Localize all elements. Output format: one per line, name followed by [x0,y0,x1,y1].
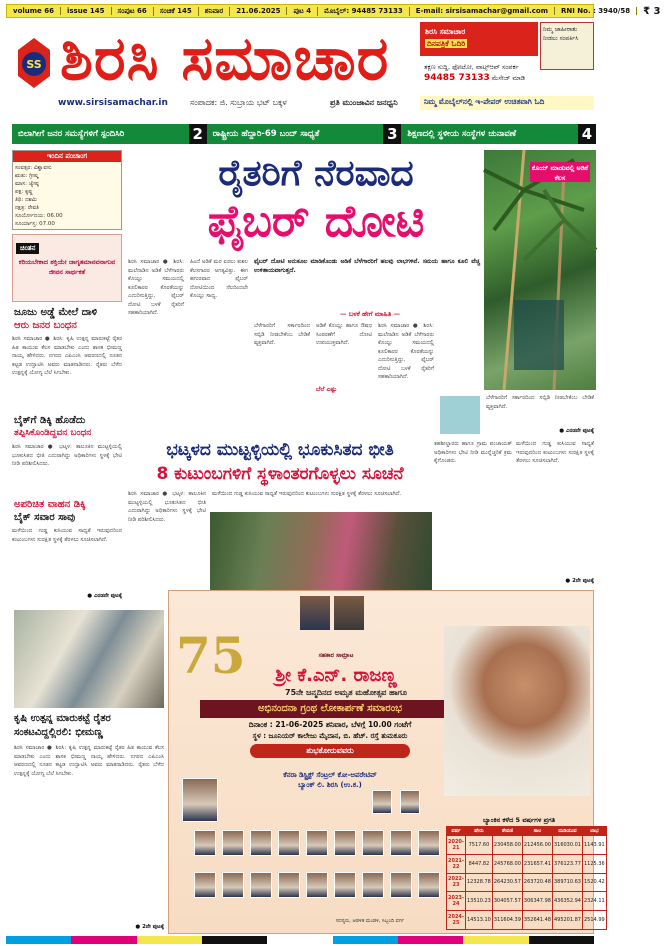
director-photo [390,830,412,856]
story3-body: ಶಿರಸಿ ಸಮಾಚಾರ ● ಶಿರಸಿ: ಕೃಷಿ ಉತ್ಪನ್ನ ಮಾರುಕಟ್ಟೆ ರೈತರ ಹಿತ ಕಾಯುವ ಕೆಲಸ ಮಾಡಬೇಕು ಎಂದು ಶಾಸಕ ಭೀಮಣ್ಣ ನಾಯ್ಕ ಹೇಳಿದರು. ನಗರದ ಎಪಿಎಂಸಿ ಆವರಣದಲ್ಲಿ ನೂತನ ಕಟ್ಟಡ ಉದ್ಘಾಟಿಸಿ ಅವರು ಮಾತನಾಡಿದರು. ರೈತರು ಬೆಳೆದ ಉತ್ಪನ್ನಕ್ಕೆ ಯೋಗ್ಯ ಬೆಲೆ ಸಿಗಬೇಕು. [14,745,164,777]
director-photo [418,830,440,856]
table-cell: 2514.99 [583,911,607,930]
table-cell: 263720.48 [522,873,552,892]
bank-progress-table [446,826,607,930]
volume-kannada: ಸಂಪುಟ 66 [112,7,154,16]
main-headline-line-2[interactable]: ಫೈಬರ್ ದೋಟಿ [207,196,425,247]
table-cell: 1125.36 [583,854,607,873]
ad-event-date: ದಿನಾಂಕ : 21-06-2025 ಶನಿವಾರ, ಬೆಳಗ್ಗೆ 10.00 ಗಂಟೆಗೆ [248,720,412,729]
table-row [447,911,607,930]
contact-line-1: ತಕ್ಷಣ ಸುದ್ದಿ, ಫೋಟೋ, ವಾಟ್ಸ್ಆಪ್ ಸಂಪರ್ಕ [424,63,519,71]
director-photo [278,830,300,856]
table-cell: 13510.23 [466,892,493,911]
palm-fronds-icon [484,150,596,390]
table-cell: 316030.01 [552,836,582,855]
ad-bank-line-1: ಕೆನರಾ ಡಿಸ್ಟ್ರಿಕ್ಟ್ ಸೆಂಟ್ರಲ್ ಕೋ-ಆಪರೇಟಿವ್ [283,771,377,779]
director-photo [222,872,244,898]
ad-contact-box: ನಿಮ್ಮ ಜಾಹೀರಾತು ನೀಡಲು ಸಂಪರ್ಕಿಸಿ [540,22,594,70]
table-cell: 14513.10 [466,911,493,930]
contact-phone: 94485 73133 [424,73,490,83]
director-photo [400,790,420,814]
table-cell: 304057.57 [492,892,522,911]
promo-box [420,22,538,56]
index-item-text: ಬಿಲಾಗೀಗೆ ಜನರ ಸಮಸ್ಯೆಗಳಿಗೆ ಸ್ಪಂದಿಸಿರಿ [18,129,125,139]
masthead-slogan: ಪ್ರತಿ ಮುಂಜಾವಿನ ಜನಧ್ವನಿ [330,98,398,107]
director-photo [334,830,356,856]
ad-welcome-label: ಶುಭಕೋರುವವರು [250,744,410,758]
volume-label: volume 66 [7,7,61,15]
table-cell: 376123.77 [552,854,582,873]
landslide-site-photo [210,512,432,600]
ad-table-title: ಬ್ಯಾಂಕಿನ ಕಳೆದ 5 ವರ್ಷಗಳ ಪ್ರಗತಿ [482,816,556,824]
editor-credit: ಸಂಪಾದಕ: ಜಿ. ಸುಬ್ರಾಯ ಭಟ್ ಬಕ್ಕಳ [190,98,287,107]
index-item-text: ರಾಷ್ಟ್ರೀಯ ಹೆದ್ದಾರಿ-69 ಬಂದ್ ಸಾಧ್ಯತೆ [212,129,320,139]
ad-occasion: 75ನೇ ಜನ್ಮದಿನದ ಅಮೃತ ಮಹೋತ್ಸವ ಹಾಗೂ [285,688,407,697]
photo-caption: ಕೊಯ್ ಮಾಡುವಲ್ಲಿ ಅಡಿಕೆ ಕೆಲಸ [531,164,589,182]
left-story-headline: ಬೈಕ್‌ಗೆ ಡಿಕ್ಕಿ ಹೊಡೆದು [14,415,86,426]
almanac-row: ತಿಥಿ: ದಶಮಿ [15,197,37,203]
almanac-row: ಸೂರ್ಯಾಸ್ತ: 07.00 [15,221,55,227]
epaper-tagline: ನಿಮ್ಮ ಮೊಬೈಲ್‌ನಲ್ಲಿ ಇ-ಪೇಪರ್ ಉಚಿತವಾಗಿ ಓದಿ [420,96,594,110]
main-story-column: ಶಿರಸಿ ಸಮಾಚಾರ ● ಶಿರಸಿ: ಮಲೆನಾಡಿನ ಅಡಿಕೆ ಬೆಳೆಗಾರರು ಕೊಯ್ಲು ಸಮಯದಲ್ಲಿ ಕೂಲಿಕಾರರ ಕೊರತೆಯನ್ನು ಎದುರಿಸುತ್ತಿದ್ದು, ಫೈಬರ್ ದೋಟಿ ಬಳಕೆ ರೈತರಿಗೆ ಸಹಕಾರಿಯಾಗಿದೆ. [378,323,434,380]
left-story-2[interactable] [12,414,122,494]
director-photo [362,830,384,856]
leader-photo [334,596,364,630]
table-cell: 2023-24 [447,892,466,911]
main-story-column: ಅಡಿಕೆ ಕೊಯ್ಲು ಹಾಗೂ ಔಷಧ ಸಿಂಪರಣೆಗೆ ದೋಟಿ ಉಪಯುಕ್ತವಾಗಿದೆ. [316,323,372,346]
thought-heading: ಚಿಂತನ [16,243,39,254]
index-item-page-4[interactable] [401,124,596,144]
director-photo [306,872,328,898]
almanac-row: ಋತು: ಗ್ರೀಷ್ಮ [15,173,39,179]
index-item-page-2[interactable] [12,124,207,144]
left-story-subhead: ಬೈಕ್ ಸವಾರ ಸಾವು [14,512,76,523]
table-cell: 2324.11 [583,892,607,911]
ad-event-title: ಅಭಿನಂದನಾ ಗ್ರಂಥ ಲೋಕಾರ್ಪಣೆ ಸಮಾರಂಭ [200,700,460,718]
main-story-column: ಬೆಳೆಗಾರರಿಗೆ ಸರ್ಕಾರದಿಂದ ಸಬ್ಸಿಡಿ ನೀಡಬೇಕೆಂಬ ಬೇಡಿಕೆ ವ್ಯಕ್ತವಾಗಿದೆ. [254,323,310,346]
main-story-intro: ಫೈಬರ್ ದೋಟಿ ಅನುಕೂಲ ಮಾಡಿಕೊಂಡು ಅಡಿಕೆ ಬೆಳೆಗಾರರಿಗೆ ಹಲವು ಲಾಭಗಳಿವೆ. ಸಮಯ ಹಾಗೂ ಕೂಲಿ ವೆಚ್ಚ ಉಳಿತಾಯವಾಗುತ್ತದೆ. [254,258,480,274]
table-cell: 436352.94 [552,892,582,911]
table-header-cell: ವರ್ಷ [447,827,466,836]
ad-leaders-photos [300,596,364,630]
table-cell: 495201.87 [552,911,582,930]
table-cell: 231657.41 [522,854,552,873]
logo-text: SS [26,58,42,71]
table-cell: 389710.63 [552,873,582,892]
left-story-3[interactable] [12,498,122,602]
contact-line-2: ಮೆಸೇಜ್ ಮಾಡಿ [491,74,525,82]
table-cell: 230458.00 [492,836,522,855]
date-label: 21.06.2025 [230,7,287,15]
mobile-label: ಮೊಬೈಲ್: 94485 73133 [318,7,410,16]
honoree-portrait [444,626,590,796]
left-story-subhead: ತಪ್ಪಿಸಿಕೊಂಡಿದ್ದವನ ಬಂಧನ [14,428,92,438]
newspaper-logo [14,36,54,90]
promo-line-2: ದಿನಪತ್ರಿಕೆ ಓದಿರಿ [427,39,466,48]
website-link[interactable]: www.sirsisamachar.in [58,98,168,108]
ad-bank-line-2: ಬ್ಯಾಂಕ್ ಲಿ. ಶಿರಸಿ (ಉ.ಕ.) [298,781,362,789]
left-story-1[interactable] [12,306,122,410]
apmc-inauguration-photo [14,610,164,708]
issue-label: issue 145 [61,7,112,15]
table-cell: 2022-23 [447,873,466,892]
story2-headline-line-1[interactable]: ಭಟ್ಕಳದ ಮುಟ್ಟಳ್ಳಿಯಲ್ಲಿ ಭೂಕುಸಿತದ ಭೀತಿ [166,440,394,460]
almanac-row: ಪಕ್ಷ: ಕೃಷ್ಣ [15,189,33,195]
director-photo [278,872,300,898]
director-photo [306,830,328,856]
table-cell: 2021-22 [447,854,466,873]
ad-event-venue: ಸ್ಥಳ : ಜೂನಿಯರ್ ಕಾಲೇಜು ಮೈದಾನ, ಬಿ. ಹೆಚ್. ರಸ್ತೆ ತುಮಕೂರು [252,732,408,740]
table-cell: 8447.82 [466,854,493,873]
table-cell: 352641.48 [522,911,552,930]
director-photo [334,872,356,898]
table-header-cell: ಸಾಲ [522,827,552,836]
director-photo [390,872,412,898]
story2-headline-line-2[interactable]: 8 ಕುಟುಂಬಗಳಿಗೆ ಸ್ಥಳಾಂತರಗೊಳ್ಳಲು ಸೂಚನೆ [156,464,404,484]
main-story-column: ಬೆಳೆಗಾರರಿಗೆ ಸರ್ಕಾರದಿಂದ ಸಬ್ಸಿಡಿ ನೀಡಬೇಕೆಂಬ ಬೇಡಿಕೆ ವ್ಯಕ್ತವಾಗಿದೆ. [486,395,594,410]
table-cell: 311604.39 [492,911,522,930]
table-cell: 212456.00 [522,836,552,855]
table-row [447,836,607,855]
table-cell: 1143.91 [583,836,607,855]
left-story-body: ಮಳೆಯಿಂದ ಗುಡ್ಡ ಕುಸಿಯುವ ಸಾಧ್ಯತೆ ಇರುವುದರಿಂದ ಕುಟುಂಬಗಳು ಸುರಕ್ಷಿತ ಸ್ಥಳಕ್ಕೆ ತೆರಳಲು ಸೂಚಿಸಲಾಗಿದೆ. [12,528,122,543]
almanac-row: ಸೂರ್ಯೋದಯ: 06.00 [15,213,63,219]
continued-marker: ● 2ನೇ ಪುಟಕ್ಕೆ [565,578,594,584]
table-header-cell: ಷೇರು [466,827,493,836]
inside-pages-index [12,124,596,144]
story2-column: ಮಳೆಯಿಂದ ಗುಡ್ಡ ಕುಸಿಯುವ ಸಾಧ್ಯತೆ ಇರುವುದರಿಂದ ಕುಟುಂಬಗಳು ಸುರಕ್ಷಿತ ಸ್ಥಳಕ್ಕೆ ತೆರಳಲು ಸೂಚಿಸಲಾಗಿದೆ. [212,491,402,497]
story3-headline[interactable]: ಕೃಷಿ ಉತ್ಪನ್ನ ಮಾರುಕಟ್ಟೆ ರೈತರ ಸಂಕಟವಿದ್ದಲ್ಲಿರಲಿ: ಭೀಮಣ್ಣ [14,713,111,738]
price-label: ₹ 3 [643,5,661,17]
areca-tree-photo [484,150,596,390]
index-item-text: ಶಿಕ್ಷಣದಲ್ಲಿ ಸ್ಥಳೀಯ ಸಂಸ್ಥೆಗಳ ಚುನಾವಣೆ [407,129,517,139]
director-photo [372,790,392,814]
rni-label: RNI No. : 3940/58 [555,7,637,15]
continued-marker: ● 2ನೇ ಪುಟಕ್ಕೆ [135,924,164,930]
index-page-number: 4 [578,124,596,144]
ad-footer: ಸದಸ್ಯರು, ಆಡಳಿತ ಮಂಡಳಿ, ಸಿಬ್ಬಂದಿ ವರ್ಗ [335,918,405,924]
ad-small-heading: ಸಹಕಾರ ಸಾಮ್ರಾಟ [318,652,354,659]
ad-bank-name [240,770,420,790]
director-photo [194,872,216,898]
story2-column: ಮಳೆಯಿಂದ ಗುಡ್ಡ ಕುಸಿಯುವ ಸಾಧ್ಯತೆ ಇರುವುದರಿಂದ ಕುಟುಂಬಗಳು ಸುರಕ್ಷಿತ ಸ್ಥಳಕ್ಕೆ ತೆರಳಲು ಸೂಚಿಸಲಾಗಿದೆ. [516,441,594,464]
issue-kannada: ಸಂಚಿಕೆ 145 [154,7,199,16]
table-cell: 306347.98 [522,892,552,911]
director-photo [250,830,272,856]
almanac-row: ಸಂವತ್ಸರ: ವಿಶ್ವಾವಸು [15,165,52,171]
index-page-number: 3 [383,124,401,144]
table-header-row [447,827,607,836]
table-cell: 264230.57 [492,873,522,892]
thought-of-day [12,234,122,302]
table-cell: 7517.60 [466,836,493,855]
table-cell: 12328.78 [466,873,493,892]
left-story-subhead: ಆರು ಜನರ ಬಂಧನ [14,320,77,331]
left-story-headline: ಜೂಜು ಅಡ್ಡೆ ಮೇಲೆ ದಾಳಿ [14,307,98,318]
table-header-cell: ದುಡಿಯುವ [552,827,582,836]
main-headline-line-1[interactable]: ರೈತರಿಗೆ ನೆರವಾದ [218,152,414,194]
table-cell: 2020-21 [447,836,466,855]
table-header-cell: ಠೇವಣಿ [492,827,522,836]
story2-column: ತಹಶೀಲ್ದಾರರು ಹಾಗೂ ಗ್ರಾಮ ಪಂಚಾಯತ್ ಅಧಿಕಾರಿಗಳು ಭೇಟಿ ನೀಡಿ ಮುನ್ನೆಚ್ಚರಿಕೆ ಕ್ರಮ ಕೈಗೊಂಡರು. [434,441,512,464]
continued-marker: ● ಎರಡನೇ ಪುಟಕ್ಕೆ [559,428,594,434]
pages-label: ಪುಟ 4 [287,7,318,16]
almanac-heading: ಇಂದಿನ ಪಂಚಾಂಗ [13,151,121,162]
day-label: ಶನಿವಾರ [199,7,230,16]
table-row [447,873,607,892]
main-story-column: ಶಿರಸಿ ಸಮಾಚಾರ ● ಶಿರಸಿ: ಮಲೆನಾಡಿನ ಅಡಿಕೆ ಬೆಳೆಗಾರರು ಕೊಯ್ಲು ಸಮಯದಲ್ಲಿ ಕೂಲಿಕಾರರ ಕೊರತೆಯನ್ನು ಎದುರಿಸುತ್ತಿದ್ದು, ಫೈಬರ್ ದೋಟಿ ಬಳಕೆ ರೈತರಿಗೆ ಸಹಕಾರಿಯಾಗಿದೆ. [128,259,184,316]
table-row [447,892,607,911]
left-story-headline: ಅಪರಿಚಿತ ವಾಹನ ಡಿಕ್ಕಿ [14,499,86,510]
director-photo [222,830,244,856]
almanac-row: ನಕ್ಷತ್ರ: ರೇವತಿ [15,205,39,211]
index-page-number: 2 [189,124,207,144]
director-photo [362,872,384,898]
director-photo [418,872,440,898]
email-label: E-mail: sirsisamachar@gmail.com [410,7,555,15]
table-header-cell: ಲಾಭ [583,827,607,836]
whatsapp-contact [420,60,594,94]
newspaper-title: ಶಿರಸಿ ಸಮಾಚಾರ [60,24,390,94]
index-item-page-3[interactable] [207,124,402,144]
table-row [447,854,607,873]
main-story-subhead: — ಬಳಕೆ ಹೇಗೆ ಮಾಹಿತಿ — [340,310,400,318]
left-story-body: ಶಿರಸಿ ಸಮಾಚಾರ ● ಶಿರಸಿ: ಕೃಷಿ ಉತ್ಪನ್ನ ಮಾರುಕಟ್ಟೆ ರೈತರ ಹಿತ ಕಾಯುವ ಕೆಲಸ ಮಾಡಬೇಕು ಎಂದು ಶಾಸಕ ಭೀಮಣ್ಣ ನಾಯ್ಕ ಹೇಳಿದರು. ನಗರದ ಎಪಿಎಂಸಿ ಆವರಣದಲ್ಲಿ ನೂತನ ಕಟ್ಟಡ ಉದ್ಘಾಟಿಸಿ ಅವರು ಮಾತನಾಡಿದರು. ರೈತರು ಬೆಳೆದ ಉತ್ಪನ್ನಕ್ಕೆ ಯೋಗ್ಯ ಬೆಲೆ ಸಿಗಬೇಕು. [12,336,122,376]
main-story-subhead-2: ಬೆಲೆ ಎಷ್ಟು [316,386,337,393]
ad-seventyfive-emblem: 75 [176,626,246,685]
almanac-row: ಮಾಸ: ಜ್ಯೇಷ್ಠ [15,181,39,187]
director-photo [250,872,272,898]
table-cell: 245768.00 [492,854,522,873]
director-photo [194,830,216,856]
table-cell: 2024-25 [447,911,466,930]
leader-photo [300,596,330,630]
issue-info-bar [6,4,661,18]
table-cell: 1520.42 [583,873,607,892]
thought-text: ಕರಿಯಬೇಕಾದ ಶಕ್ತಿಯೇ ಜಾಗೃತಮಾನವನಾಗುವ ಜೀವನ ಸಾರ್ಥಕತೆ [18,258,116,276]
main-story-column: ಹಿಂದೆ ಅಡಿಕೆ ಮರ ಏರಲು ಕುಶಲ ಕೆಲಸಗಾರರ ಅಗತ್ಯವಿತ್ತು. ಈಗ ಹಗುರವಾದ ಫೈಬರ್ ದೋಟಿಯಿಂದ ನೆಲದಿಂದಲೇ ಕೊಯ್ಲು ಸಾಧ್ಯ. [190,259,248,299]
continued-marker: ● ಎರಡನೇ ಪುಟಕ್ಕೆ [87,593,122,599]
left-story-body: ಶಿರಸಿ ಸಮಾಚಾರ ● ಭಟ್ಕಳ: ತಾಲೂಕಿನ ಮುಟ್ಟಳ್ಳಿಯಲ್ಲಿ ಭೂಕುಸಿತದ ಭೀತಿ ಎದುರಾಗಿದ್ದು ಅಧಿಕಾರಿಗಳು ಸ್ಥಳಕ್ಕೆ ಭೇಟಿ ನೀಡಿ ಪರಿಶೀಲಿಸಿದರು. [12,444,122,467]
promo-line-1: ಶಿರಸಿ ಸಮಾಚಾರ [425,27,466,36]
print-color-bar [6,936,594,944]
story2-column: ಶಿರಸಿ ಸಮಾಚಾರ ● ಭಟ್ಕಳ: ತಾಲೂಕಿನ ಮುಟ್ಟಳ್ಳಿಯಲ್ಲಿ ಭೂಕುಸಿತದ ಭೀತಿ ಎದುರಾಗಿದ್ದು ಅಧಿಕಾರಿಗಳು ಸ್ಥಳಕ್ಕೆ ಭೇಟಿ ನೀಡಿ ಪರಿಶೀಲಿಸಿದರು. [128,491,206,523]
director-photo [182,778,218,822]
sprayer-photo [440,396,480,434]
almanac-panel [12,150,122,230]
ad-honoree-name: ಶ್ರೀ ಕೆ.ಎನ್. ರಾಜಣ್ಣ [275,665,397,686]
